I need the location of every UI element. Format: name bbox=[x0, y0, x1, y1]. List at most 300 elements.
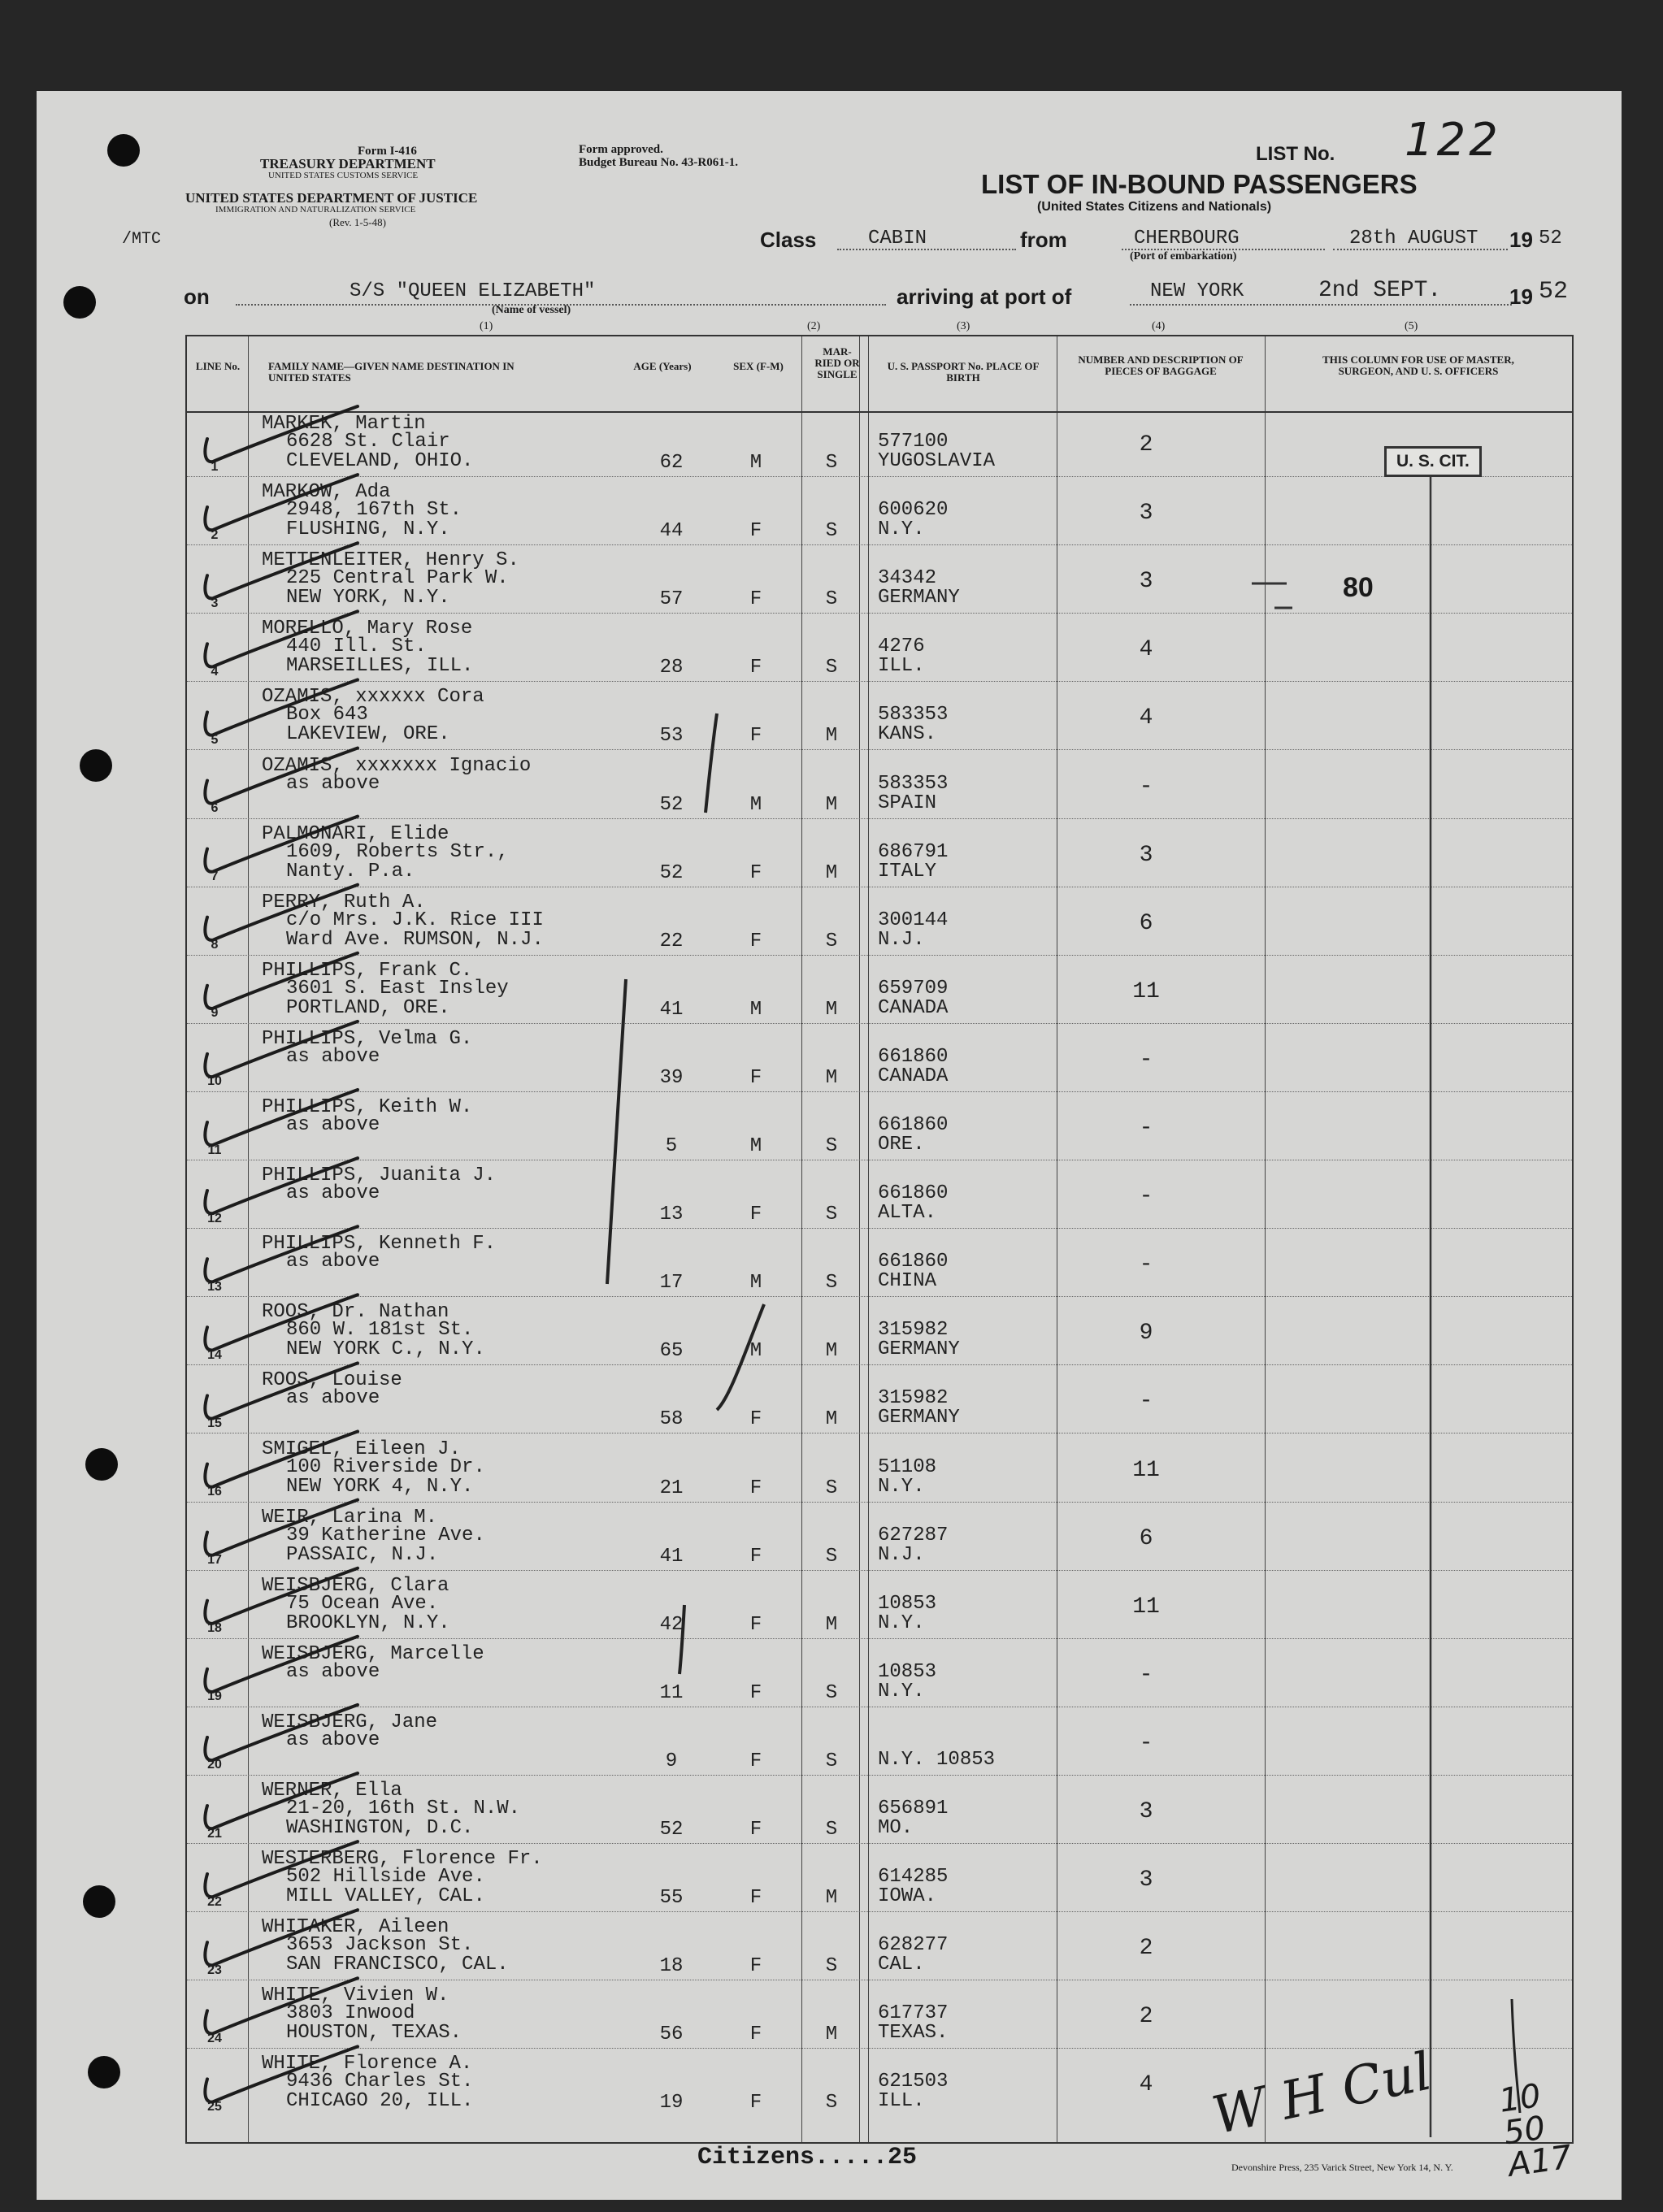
printer-credit: Devonshire Press, 235 Varick Street, New York 14, N. Y. bbox=[1231, 2162, 1453, 2173]
passenger-name: WEIR, Larina M. bbox=[262, 1506, 438, 1529]
header-age: AGE (Years) bbox=[633, 360, 692, 372]
vessel-caption: (Name of vessel) bbox=[492, 304, 571, 316]
passenger-marital: S bbox=[825, 657, 838, 679]
place-of-birth: IOWA. bbox=[878, 1885, 937, 1908]
form-approved: Form approved. bbox=[579, 143, 663, 156]
passenger-marital: S bbox=[825, 588, 838, 611]
mtc-mark: /MTC bbox=[122, 230, 162, 249]
row-divider bbox=[187, 1911, 1572, 1912]
passenger-name: OZAMIS, xxxxxxx Ignacio bbox=[262, 754, 532, 777]
passenger-name: ROOS, Louise bbox=[262, 1369, 402, 1392]
passenger-age: 65 bbox=[659, 1340, 684, 1363]
line-number: 16 bbox=[207, 1485, 222, 1499]
line-number: 10 bbox=[207, 1074, 222, 1089]
table-row bbox=[187, 1368, 1572, 1436]
line-number: 8 bbox=[211, 938, 219, 952]
from-label: from bbox=[1020, 228, 1067, 252]
passenger-name: PHILLIPS, Juanita J. bbox=[262, 1165, 497, 1187]
passport-number: 661860 bbox=[878, 1045, 949, 1068]
justice-dept: UNITED STATES DEPARTMENT OF JUSTICE bbox=[185, 190, 478, 206]
passenger-marital: S bbox=[825, 1272, 838, 1295]
line-number: 11 bbox=[207, 1143, 222, 1157]
header-sex: SEX (F-M) bbox=[733, 360, 784, 372]
passenger-table bbox=[185, 335, 1574, 2147]
passenger-age: 53 bbox=[659, 725, 684, 748]
passport-number: 617737 bbox=[878, 2002, 949, 2025]
line-number: 15 bbox=[207, 1416, 222, 1430]
table-row bbox=[187, 1163, 1572, 1231]
passenger-sex: F bbox=[749, 1613, 762, 1636]
passenger-destination: MARSEILLES, ILL. bbox=[286, 655, 474, 678]
punch-hole bbox=[88, 2056, 120, 2088]
passenger-name: PHILLIPS, Kenneth F. bbox=[262, 1233, 497, 1256]
passenger-marital: M bbox=[825, 793, 838, 816]
passenger-marital: M bbox=[825, 1066, 838, 1089]
place-of-birth: ORE. bbox=[878, 1134, 925, 1156]
passenger-address: 21-20, 16th St. N.W. bbox=[286, 1798, 521, 1819]
punch-hole bbox=[85, 1448, 118, 1481]
passenger-address: 3803 Inwood bbox=[286, 2002, 415, 2025]
place-of-birth: GERMANY bbox=[878, 1407, 960, 1429]
col-num-4: (4) bbox=[1152, 320, 1166, 332]
list-number-handwritten: 122 bbox=[1405, 114, 1501, 167]
arrival-underline bbox=[1130, 304, 1512, 306]
passenger-destination: Nanty. P.a. bbox=[286, 860, 415, 883]
row-divider bbox=[187, 818, 1572, 819]
place-of-birth: ILL. bbox=[878, 655, 925, 678]
place-of-birth: GERMANY bbox=[878, 587, 960, 609]
table-row bbox=[187, 684, 1572, 753]
baggage-count: 11 bbox=[1132, 1457, 1160, 1483]
passenger-address: 75 Ocean Ave. bbox=[286, 1592, 439, 1615]
passenger-name: PALMONARI, Elide bbox=[262, 822, 449, 845]
arriving-label: arriving at port of bbox=[897, 284, 1072, 309]
passenger-address: as above bbox=[286, 1387, 380, 1410]
passenger-sex: M bbox=[749, 1340, 762, 1363]
passenger-age: 9 bbox=[665, 1750, 678, 1772]
passenger-marital: M bbox=[825, 861, 838, 884]
punch-hole bbox=[80, 749, 112, 782]
line-number: 24 bbox=[207, 2031, 222, 2045]
baggage-count: - bbox=[1139, 774, 1153, 800]
passenger-sex: F bbox=[749, 1681, 762, 1704]
table-row bbox=[187, 1642, 1572, 1710]
row-divider bbox=[187, 681, 1572, 682]
passenger-sex: F bbox=[749, 1545, 762, 1568]
passenger-address: 39 Katherine Ave. bbox=[286, 1524, 485, 1546]
passenger-name: WEISBJERG, Jane bbox=[262, 1711, 438, 1733]
line-number: 19 bbox=[207, 1689, 222, 1704]
punch-hole bbox=[107, 134, 140, 167]
citizens-total: Citizens.....25 bbox=[697, 2144, 918, 2171]
departure-year: 52 bbox=[1539, 228, 1562, 249]
passenger-sex: F bbox=[749, 1819, 762, 1841]
on-label: on bbox=[184, 284, 210, 309]
passenger-address: 225 Central Park W. bbox=[286, 567, 509, 590]
baggage-count: 9 bbox=[1139, 1321, 1153, 1347]
place-of-birth: N.Y. 10853 bbox=[878, 1748, 996, 1771]
line-number: 21 bbox=[207, 1826, 222, 1841]
passenger-name: WEISBJERG, Clara bbox=[262, 1574, 449, 1597]
passenger-marital: S bbox=[825, 1135, 838, 1157]
passenger-name: WEISBJERG, Marcelle bbox=[262, 1642, 484, 1665]
passenger-address: as above bbox=[286, 1251, 380, 1273]
table-row bbox=[187, 1983, 1572, 2051]
line-number: 17 bbox=[207, 1553, 222, 1568]
passport-number: 627287 bbox=[878, 1524, 949, 1546]
passenger-name: ROOS, Dr. Nathan bbox=[262, 1301, 449, 1324]
passenger-sex: M bbox=[749, 998, 762, 1021]
passenger-sex: F bbox=[749, 2023, 762, 2046]
passport-number: 600620 bbox=[878, 499, 949, 522]
table-row bbox=[187, 411, 1572, 479]
passenger-age: 21 bbox=[659, 1477, 684, 1499]
passenger-age: 52 bbox=[659, 793, 684, 816]
passenger-age: 58 bbox=[659, 1408, 684, 1431]
table-row bbox=[187, 616, 1572, 684]
passenger-sex: F bbox=[749, 1408, 762, 1431]
departure-underline bbox=[1333, 249, 1508, 250]
place-of-birth: MO. bbox=[878, 1817, 914, 1839]
passenger-destination: HOUSTON, TEXAS. bbox=[286, 2022, 462, 2045]
line-number: 12 bbox=[207, 1211, 222, 1225]
baggage-count: 2 bbox=[1139, 2004, 1153, 2030]
passport-number: 4276 bbox=[878, 635, 925, 658]
baggage-count: 3 bbox=[1139, 1867, 1153, 1893]
passenger-marital: S bbox=[825, 1681, 838, 1704]
passenger-sex: F bbox=[749, 1066, 762, 1089]
passenger-age: 41 bbox=[659, 1545, 684, 1568]
passenger-marital: S bbox=[825, 930, 838, 952]
passenger-sex: F bbox=[749, 657, 762, 679]
baggage-count: - bbox=[1139, 1730, 1153, 1756]
passenger-sex: F bbox=[749, 2092, 762, 2114]
passenger-destination: BROOKLYN, N.Y. bbox=[286, 1611, 450, 1634]
passenger-age: 13 bbox=[659, 1204, 684, 1226]
passenger-name: MORELLO, Mary Rose bbox=[262, 618, 473, 640]
baggage-count: - bbox=[1139, 1116, 1153, 1141]
row-divider bbox=[187, 1296, 1572, 1297]
from-value: CHERBOURG bbox=[1134, 228, 1240, 249]
passenger-sex: F bbox=[749, 1887, 762, 1910]
line-number: 13 bbox=[207, 1279, 222, 1294]
table-row bbox=[187, 1778, 1572, 1846]
place-of-birth: KANS. bbox=[878, 723, 937, 746]
passenger-age: 52 bbox=[659, 1819, 684, 1841]
passenger-marital: S bbox=[825, 520, 838, 543]
immigration-service: IMMIGRATION AND NATURALIZATION SERVICE bbox=[215, 205, 416, 215]
passenger-address: 440 Ill. St. bbox=[286, 635, 427, 658]
place-of-birth: CANADA bbox=[878, 1065, 949, 1087]
form-title: LIST OF IN-BOUND PASSENGERS bbox=[981, 169, 1418, 199]
baggage-count: 3 bbox=[1139, 842, 1153, 868]
passenger-age: 5 bbox=[665, 1135, 678, 1157]
table-row bbox=[187, 1026, 1572, 1095]
passenger-name: MARKEK, Martin bbox=[262, 413, 426, 435]
table-row bbox=[187, 1846, 1572, 1915]
passenger-destination: PASSAIC, N.J. bbox=[286, 1543, 439, 1566]
passenger-destination: NEW YORK C., N.Y. bbox=[286, 1338, 485, 1361]
line-number: 1 bbox=[211, 459, 219, 474]
passenger-name: METTENLEITER, Henry S. bbox=[262, 549, 519, 572]
place-of-birth: N.Y. bbox=[878, 1475, 925, 1498]
row-divider bbox=[187, 1364, 1572, 1365]
passenger-address: 502 Hillside Ave. bbox=[286, 1866, 485, 1889]
passenger-age: 55 bbox=[659, 1887, 684, 1910]
baggage-count: 4 bbox=[1139, 2072, 1153, 2098]
passport-number: 34342 bbox=[878, 567, 937, 590]
arrival-year: 52 bbox=[1539, 278, 1569, 306]
passenger-destination: PORTLAND, ORE. bbox=[286, 996, 450, 1019]
class-underline bbox=[837, 249, 1016, 250]
baggage-count: 2 bbox=[1139, 1936, 1153, 1962]
col-num-3: (3) bbox=[957, 320, 970, 332]
table-row bbox=[187, 479, 1572, 548]
header-line-no: LINE No. bbox=[195, 360, 241, 372]
header-name: FAMILY NAME—GIVEN NAME DESTINATION IN UNITED STATES bbox=[268, 360, 515, 384]
passenger-marital: M bbox=[825, 1408, 838, 1431]
baggage-count: 4 bbox=[1139, 705, 1153, 731]
place-of-birth: CAL. bbox=[878, 1954, 925, 1976]
passenger-destination: FLUSHING, N.Y. bbox=[286, 518, 450, 541]
passenger-marital: M bbox=[825, 1887, 838, 1910]
place-of-birth: TEXAS. bbox=[878, 2022, 949, 2045]
line-number: 23 bbox=[207, 1963, 222, 1977]
place-of-birth: N.Y. bbox=[878, 1611, 925, 1634]
passenger-name: SMIGEL, Eileen J. bbox=[262, 1438, 461, 1460]
treasury-dept: TREASURY DEPARTMENT bbox=[260, 156, 436, 171]
passenger-name: OZAMIS, xxxxxx Cora bbox=[262, 686, 484, 709]
passenger-name: PHILLIPS, Velma G. bbox=[262, 1027, 473, 1050]
baggage-count: 6 bbox=[1139, 910, 1153, 936]
line-number: 2 bbox=[211, 527, 219, 542]
passenger-address: 2948, 167th St. bbox=[286, 499, 462, 522]
baggage-count: 4 bbox=[1139, 637, 1153, 663]
passenger-age: 52 bbox=[659, 861, 684, 884]
passenger-destination: CLEVELAND, OHIO. bbox=[286, 450, 474, 472]
line-number: 3 bbox=[211, 596, 219, 610]
port-embarkation-caption: (Port of embarkation) bbox=[1130, 250, 1237, 262]
baggage-count: - bbox=[1139, 1389, 1153, 1415]
passport-number: 621503 bbox=[878, 2071, 949, 2093]
table-row bbox=[187, 1710, 1572, 1778]
baggage-count: - bbox=[1139, 1184, 1153, 1210]
table-row bbox=[187, 1095, 1572, 1163]
passenger-marital: S bbox=[825, 1204, 838, 1226]
passenger-sex: F bbox=[749, 1750, 762, 1772]
passenger-age: 41 bbox=[659, 998, 684, 1021]
punch-hole bbox=[63, 286, 96, 319]
header-baggage: NUMBER AND DESCRIPTION OF PIECES OF BAGGAGE bbox=[1078, 353, 1244, 377]
passenger-sex: F bbox=[749, 1477, 762, 1499]
passport-number: 583353 bbox=[878, 772, 949, 795]
passenger-sex: M bbox=[749, 452, 762, 474]
place-of-birth: N.J. bbox=[878, 928, 925, 951]
baggage-count: 3 bbox=[1139, 501, 1153, 527]
passenger-address: 9436 Charles St. bbox=[286, 2071, 474, 2093]
baggage-count: 2 bbox=[1139, 432, 1153, 458]
line-number: 6 bbox=[211, 801, 219, 815]
passenger-address: 100 Riverside Dr. bbox=[286, 1455, 485, 1478]
table-row bbox=[187, 958, 1572, 1026]
passport-number: 300144 bbox=[878, 909, 949, 931]
passenger-address: as above bbox=[286, 1728, 380, 1751]
passenger-address: 3601 S. East Insley bbox=[286, 977, 509, 1000]
passenger-destination: Ward Ave. RUMSON, N.J. bbox=[286, 928, 544, 951]
place-of-birth: SPAIN bbox=[878, 792, 937, 814]
passport-number: 10853 bbox=[878, 1660, 937, 1683]
arrival-date: 2nd SEPT. bbox=[1318, 278, 1442, 303]
baggage-count: - bbox=[1139, 1252, 1153, 1278]
list-no-label: LIST No. bbox=[1256, 143, 1335, 165]
table-row bbox=[187, 1299, 1572, 1368]
row-divider bbox=[187, 1843, 1572, 1844]
passenger-marital: S bbox=[825, 2092, 838, 2114]
passenger-destination: MILL VALLEY, CAL. bbox=[286, 1885, 485, 1908]
row-divider bbox=[187, 1023, 1572, 1024]
passenger-marital: M bbox=[825, 1613, 838, 1636]
passenger-destination: LAKEVIEW, ORE. bbox=[286, 723, 450, 746]
place-of-birth: N.Y. bbox=[878, 518, 925, 541]
passenger-sex: F bbox=[749, 520, 762, 543]
passenger-name: WHITAKER, Aileen bbox=[262, 1916, 449, 1939]
header-married: MAR- RIED OR SINGLE bbox=[814, 345, 860, 380]
passenger-sex: M bbox=[749, 1272, 762, 1295]
line-number: 25 bbox=[207, 2099, 222, 2114]
passport-number: 628277 bbox=[878, 1934, 949, 1957]
passenger-sex: F bbox=[749, 1955, 762, 1978]
departure-date: 28th AUGUST bbox=[1349, 228, 1478, 249]
line-number: 9 bbox=[211, 1006, 219, 1021]
table-row bbox=[187, 1573, 1572, 1642]
passenger-address: as above bbox=[286, 772, 380, 795]
passenger-marital: S bbox=[825, 1955, 838, 1978]
place-of-birth: ITALY bbox=[878, 860, 937, 883]
passenger-sex: F bbox=[749, 861, 762, 884]
passport-number: 661860 bbox=[878, 1251, 949, 1273]
budget-bureau: Budget Bureau No. 43-R061-1. bbox=[579, 156, 738, 169]
passport-number: 661860 bbox=[878, 1114, 949, 1136]
col-num-5: (5) bbox=[1405, 320, 1418, 332]
passport-number: 614285 bbox=[878, 1866, 949, 1889]
header-passport: U. S. PASSPORT No. PLACE OF BIRTH bbox=[887, 360, 1040, 384]
passenger-age: 56 bbox=[659, 2023, 684, 2046]
customs-service: UNITED STATES CUSTOMS SERVICE bbox=[268, 171, 419, 180]
row-divider bbox=[187, 955, 1572, 956]
passenger-age: 44 bbox=[659, 520, 684, 543]
baggage-count: 3 bbox=[1139, 569, 1153, 595]
row-divider bbox=[187, 749, 1572, 750]
line-number: 14 bbox=[207, 1347, 222, 1362]
passport-number: 659709 bbox=[878, 977, 949, 1000]
passenger-marital: M bbox=[825, 998, 838, 1021]
baggage-count: - bbox=[1139, 1047, 1153, 1073]
baggage-count: 3 bbox=[1139, 1799, 1153, 1824]
officer-signature: W H Cul bbox=[1207, 2041, 1437, 2147]
passenger-age: 22 bbox=[659, 930, 684, 952]
arrival-port: NEW YORK bbox=[1150, 280, 1244, 302]
passenger-name: PERRY, Ruth A. bbox=[262, 891, 426, 913]
place-of-birth: ILL. bbox=[878, 2090, 925, 2113]
passenger-age: 39 bbox=[659, 1066, 684, 1089]
passenger-address: Box 643 bbox=[286, 704, 368, 726]
handwritten-note: 10 50 A17 bbox=[1496, 2077, 1574, 2184]
passenger-address: 6628 St. Clair bbox=[286, 431, 450, 453]
passport-number: 315982 bbox=[878, 1319, 949, 1342]
line-number: 4 bbox=[211, 664, 219, 679]
arrival-year-prefix: 19 bbox=[1509, 284, 1533, 309]
passenger-marital: S bbox=[825, 1819, 838, 1841]
passenger-name: WHITE, Florence A. bbox=[262, 2053, 473, 2075]
passenger-sex: F bbox=[749, 930, 762, 952]
passenger-address: as above bbox=[286, 1660, 380, 1683]
passenger-sex: F bbox=[749, 725, 762, 748]
passenger-sex: F bbox=[749, 588, 762, 611]
passport-number: 661860 bbox=[878, 1182, 949, 1205]
baggage-count: 11 bbox=[1132, 1594, 1160, 1620]
baggage-count: 11 bbox=[1132, 978, 1160, 1004]
place-of-birth: YUGOSLAVIA bbox=[878, 450, 996, 472]
row-divider bbox=[187, 544, 1572, 545]
header-officers: THIS COLUMN FOR USE OF MASTER, SURGEON, AND U. S. OFFICERS bbox=[1322, 353, 1514, 377]
passenger-marital: S bbox=[825, 1750, 838, 1772]
passenger-age: 19 bbox=[659, 2092, 684, 2114]
punch-hole bbox=[83, 1885, 115, 1918]
passenger-name: PHILLIPS, Frank C. bbox=[262, 959, 473, 982]
place-of-birth: N.Y. bbox=[878, 1680, 925, 1702]
row-divider bbox=[187, 1775, 1572, 1776]
line-number: 5 bbox=[211, 732, 219, 747]
table-row bbox=[187, 890, 1572, 958]
passenger-name: WESTERBERG, Florence Fr. bbox=[262, 1848, 543, 1871]
col-num-2: (2) bbox=[807, 320, 821, 332]
line-number: 7 bbox=[211, 870, 219, 884]
passenger-marital: M bbox=[825, 1340, 838, 1363]
place-of-birth: CANADA bbox=[878, 996, 949, 1019]
row-divider bbox=[187, 613, 1572, 614]
passport-number: 656891 bbox=[878, 1798, 949, 1819]
place-of-birth: GERMANY bbox=[878, 1338, 960, 1361]
row-divider bbox=[187, 1570, 1572, 1571]
row-divider bbox=[187, 1502, 1572, 1503]
passenger-age: 62 bbox=[659, 452, 684, 474]
passenger-age: 57 bbox=[659, 588, 684, 611]
passenger-name: WHITE, Vivien W. bbox=[262, 1984, 449, 2007]
row-divider bbox=[187, 1091, 1572, 1092]
departure-year-prefix: 19 bbox=[1509, 228, 1533, 252]
passenger-age: 28 bbox=[659, 657, 684, 679]
passenger-address: 860 W. 181st St. bbox=[286, 1319, 474, 1342]
line-number: 20 bbox=[207, 1758, 222, 1772]
passport-number: 583353 bbox=[878, 704, 949, 726]
table-row bbox=[187, 1915, 1572, 1983]
passenger-age: 42 bbox=[659, 1613, 684, 1636]
table-row bbox=[187, 822, 1572, 890]
line-number: 18 bbox=[207, 1621, 222, 1636]
passport-number: 51108 bbox=[878, 1455, 937, 1478]
passenger-address: 3653 Jackson St. bbox=[286, 1934, 474, 1957]
table-row bbox=[187, 1231, 1572, 1299]
passenger-destination: NEW YORK 4, N.Y. bbox=[286, 1475, 474, 1498]
passenger-marital: S bbox=[825, 452, 838, 474]
passenger-marital: S bbox=[825, 1545, 838, 1568]
passport-number: 686791 bbox=[878, 840, 949, 863]
passenger-sex: M bbox=[749, 793, 762, 816]
table-row bbox=[187, 1505, 1572, 1573]
passenger-marital: S bbox=[825, 1477, 838, 1499]
form-subtitle: (United States Citizens and Nationals) bbox=[1037, 200, 1272, 214]
passenger-address: 1609, Roberts Str., bbox=[286, 840, 509, 863]
